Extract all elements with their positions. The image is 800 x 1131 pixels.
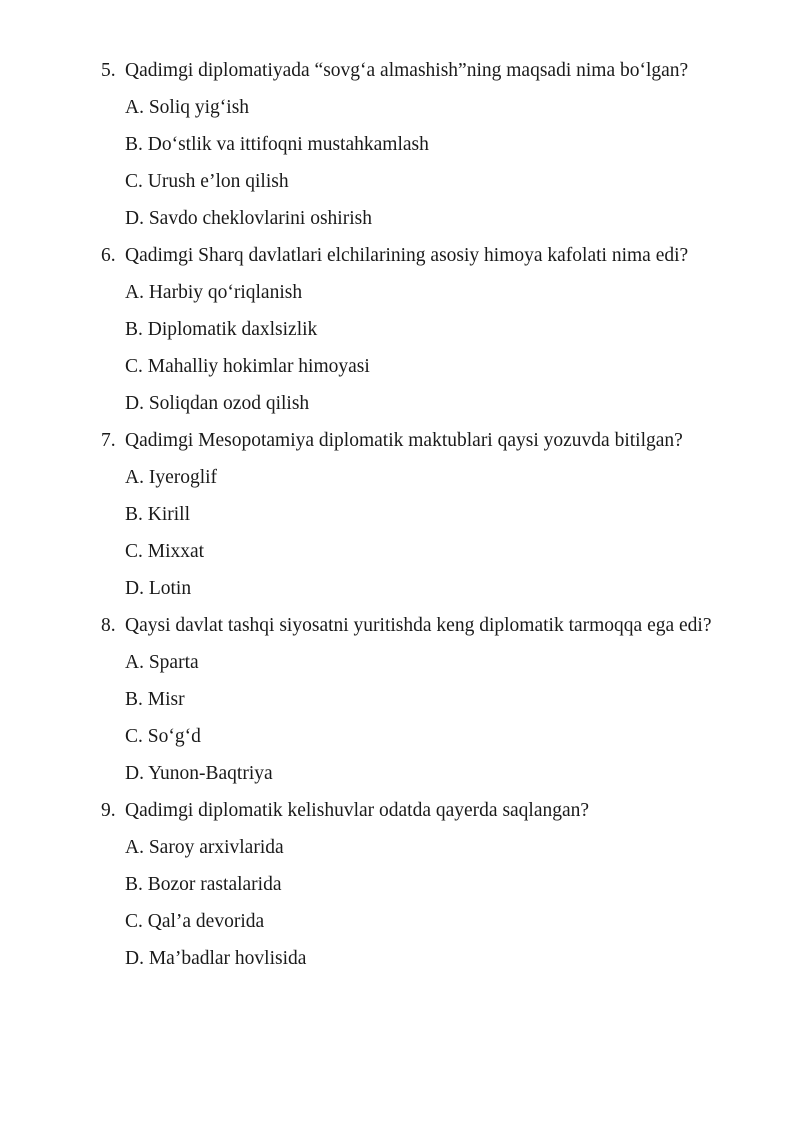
question-text: Qadimgi Mesopotamiya diplomatik maktublari qaysi yozuvda bitilgan? (125, 430, 683, 451)
question-text: Qadimgi diplomatiyada “sovg‘a almashish”ning maqsadi nima bo‘lgan? (125, 60, 689, 81)
option-c: C. Mixxat (125, 541, 205, 562)
option-b: B. Bozor rastalarida (125, 874, 282, 895)
question-text: Qadimgi Sharq davlatlari elchilarining asosiy himoya kafolati nima edi? (125, 245, 689, 266)
question-text-line (0, 237, 800, 274)
question-text-line (0, 607, 800, 644)
option-d: D. Soliqdan ozod qilish (125, 393, 310, 414)
question-text-line (0, 52, 800, 89)
option-c: C. Mahalliy hokimlar himoyasi (125, 356, 370, 377)
option-b: B. Do‘stlik va ittifoqni mustahkamlash (125, 134, 429, 155)
question-8 (0, 607, 800, 792)
question-7 (0, 422, 800, 607)
option-b: B. Kirill (125, 504, 191, 525)
option-d: D. Yunon-Baqtriya (125, 763, 273, 784)
option-d: D. Savdo cheklovlarini oshirish (125, 208, 372, 229)
question-number: 7. (101, 430, 116, 451)
option-c: C. Qal’a devorida (125, 911, 265, 932)
question-6 (0, 237, 800, 422)
quiz-page (0, 52, 800, 977)
question-text-line (0, 422, 800, 459)
option-c: C. Urush e’lon qilish (125, 171, 289, 192)
question-9 (0, 792, 800, 977)
option-a: A. Harbiy qo‘riqlanish (125, 282, 303, 303)
option-b: B. Misr (125, 689, 185, 710)
question-text-line (0, 792, 800, 829)
option-a: A. Soliq yig‘ish (125, 97, 250, 118)
option-c: C. So‘g‘d (125, 726, 201, 747)
question-number: 9. (101, 800, 116, 821)
option-b: B. Diplomatik daxlsizlik (125, 319, 318, 340)
option-a: A. Saroy arxivlarida (125, 837, 284, 858)
option-a: A. Iyeroglif (125, 467, 218, 488)
question-text: Qadimgi diplomatik kelishuvlar odatda qayerda saqlangan? (125, 800, 590, 821)
question-number: 5. (101, 60, 116, 81)
question-number: 8. (101, 615, 116, 636)
question-number: 6. (101, 245, 116, 266)
question-5 (0, 52, 800, 237)
option-a: A. Sparta (125, 652, 199, 673)
question-text: Qaysi davlat tashqi siyosatni yuritishda keng diplomatik tarmoqqa ega edi? (125, 615, 712, 636)
option-d: D. Ma’badlar hovlisida (125, 948, 307, 969)
option-d: D. Lotin (125, 578, 192, 599)
